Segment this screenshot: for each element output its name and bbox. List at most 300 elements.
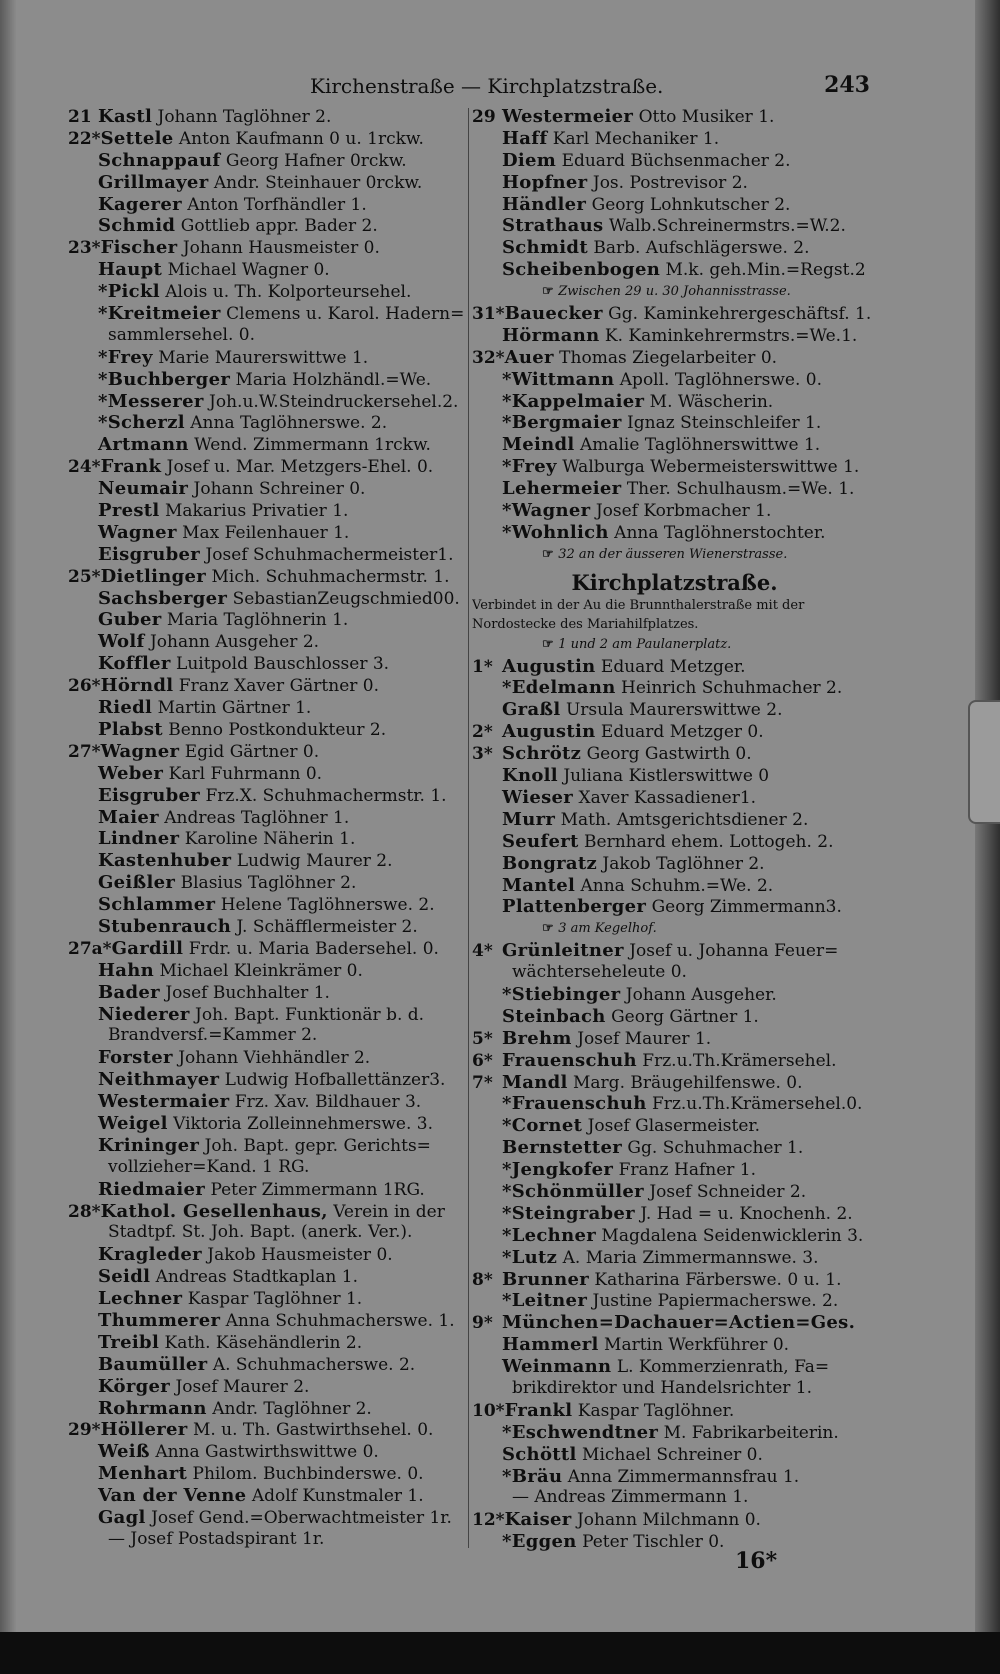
resident-surname: Weber [98, 762, 164, 784]
resident-entry [472, 1422, 877, 1444]
resident-entry [472, 809, 877, 831]
resident-surname: Rohrmann [98, 1397, 207, 1419]
resident-details: Helene Taglöhnerswe. 2. [220, 895, 435, 916]
resident-entry [68, 741, 468, 763]
resident-surname: Hopfner [502, 171, 588, 193]
resident-entry [472, 347, 877, 369]
resident-entry [68, 150, 468, 172]
resident-surname: Lindner [98, 828, 180, 850]
resident-surname: *Pickl [98, 281, 160, 303]
resident-entry [68, 1354, 468, 1376]
resident-details: Frdr. u. Maria Badersehel. 0. [188, 938, 439, 959]
resident-surname: Kragleder [98, 1244, 202, 1266]
resident-surname: *Buchberger [98, 368, 231, 390]
resident-surname: Westermaier [98, 1091, 230, 1113]
page-clip [968, 700, 1000, 824]
resident-entry [472, 215, 877, 237]
house-number: 4* [472, 941, 493, 962]
resident-surname: Grillmayer [98, 171, 209, 193]
resident-details: Thomas Ziegelarbeiter 0. [559, 347, 778, 368]
resident-entry [472, 412, 877, 434]
resident-surname: Plabst [98, 718, 163, 740]
resident-entry [472, 1444, 877, 1466]
resident-surname: Hörndl [100, 675, 174, 697]
resident-surname: Grünleitner [502, 940, 624, 962]
resident-details: Frz.X. Schuhmachermstr. 1. [205, 785, 447, 806]
resident-details: Eduard Büchsenmacher 2. [561, 150, 791, 171]
resident-entry [472, 743, 877, 765]
resident-surname: Hahn [98, 959, 155, 981]
resident-details: Bernhard ehem. Lottogeh. 2. [584, 831, 834, 852]
resident-entry [472, 1203, 877, 1225]
resident-details: Johann Viehhändler 2. [178, 1048, 371, 1069]
entry-continuation: — Josef Postadspirant 1r. [108, 1528, 325, 1549]
resident-details: Andreas Taglöhner 1. [164, 807, 350, 828]
resident-surname: Weiß [98, 1441, 150, 1463]
resident-details: Barb. Aufschlägerswe. 2. [593, 238, 810, 259]
resident-entry [68, 1398, 468, 1420]
resident-details: Egid Gärtner 0. [184, 741, 320, 762]
resident-surname: Artmann [98, 434, 189, 456]
note-text: 32 an der äusseren Wienerstrasse. [558, 546, 788, 562]
resident-entry [68, 850, 468, 872]
resident-entry [68, 194, 468, 216]
resident-surname: Weinmann [502, 1356, 612, 1378]
resident-surname: Auer [504, 346, 554, 368]
resident-entry [472, 1159, 877, 1181]
resident-entry [68, 675, 468, 697]
resident-details: Jos. Postrevisor 2. [592, 172, 748, 193]
resident-surname: Guber [98, 609, 162, 631]
resident-entry [68, 1244, 468, 1266]
resident-entry [68, 916, 468, 938]
resident-details: Anton Kaufmann 0 u. 1rckw. [178, 128, 424, 149]
pointing-hand-icon: ☞ [542, 546, 559, 562]
house-number: 26* [68, 676, 101, 697]
resident-details: Josef Buchhalter 1. [165, 982, 330, 1003]
resident-details: Anna Schuhmacherswe. 1. [225, 1310, 455, 1331]
resident-entry [68, 1463, 468, 1485]
resident-surname: Prestl [98, 500, 160, 522]
resident-entry [472, 677, 877, 699]
resident-entry [68, 281, 468, 303]
resident-surname: Schmidt [502, 237, 588, 259]
note-text: 1 und 2 am Paulanerplatz. [558, 636, 732, 652]
resident-surname: Frauenschuh [502, 1049, 637, 1071]
cross-reference-note [472, 544, 877, 566]
resident-details: L. Kommerzienrath, Fa= [616, 1357, 830, 1378]
street-heading: Kirchplatzstraße. [571, 569, 778, 595]
resident-entry [68, 807, 468, 829]
resident-details: Peter Zimmermann 1RG. [210, 1179, 425, 1200]
resident-details: Marie Maurerswittwe 1. [158, 347, 369, 368]
resident-surname: Bauecker [504, 303, 603, 325]
resident-entry [68, 237, 468, 259]
resident-details: Andr. Steinhauer 0rckw. [213, 172, 423, 193]
resident-entry [68, 544, 468, 566]
resident-surname: Van der Venne [98, 1485, 247, 1507]
resident-surname: Augustin [502, 655, 596, 677]
resident-entry [68, 412, 468, 434]
resident-entry [68, 894, 468, 916]
resident-details: Eduard Metzger. [600, 656, 746, 677]
resident-surname: Riedl [98, 697, 153, 719]
entry-continuation: Stadtpf. St. Joh. Bapt. (anerk. Ver.). [108, 1222, 413, 1243]
resident-surname: Schöttl [502, 1443, 577, 1465]
resident-entry [472, 831, 877, 853]
resident-entry [68, 1201, 468, 1223]
resident-surname: Kastl [98, 106, 153, 127]
resident-details: Magdalena Seidenwicklerin 3. [601, 1225, 864, 1246]
cross-reference-note [472, 918, 877, 940]
resident-surname: Bongratz [502, 852, 597, 874]
resident-details: Philom. Buchbinderswe. 0. [192, 1464, 424, 1485]
resident-entry [472, 259, 877, 281]
resident-details: Makarius Privatier 1. [164, 501, 349, 522]
resident-entry [472, 1181, 877, 1203]
resident-entry [68, 1179, 468, 1201]
resident-surname: Kaiser [504, 1509, 572, 1531]
resident-details: J. Schäfflermeister 2. [236, 916, 418, 937]
resident-entry [472, 369, 877, 391]
resident-details: Martin Werkführer 0. [604, 1335, 790, 1356]
resident-entry [68, 1485, 468, 1507]
house-number: 7* [472, 1072, 493, 1093]
resident-entry [472, 896, 877, 918]
resident-entry [68, 1310, 468, 1332]
resident-surname: Weigel [98, 1112, 168, 1134]
resident-entry [472, 1269, 877, 1291]
resident-entry [68, 785, 468, 807]
resident-details: Viktoria Zolleinnehmerswe. 3. [173, 1113, 434, 1134]
resident-details: Adolf Kunstmaler 1. [251, 1486, 424, 1507]
resident-surname: Eisgruber [98, 543, 201, 565]
resident-details: Walb.Schreinermstrs.=W.2. [608, 216, 846, 237]
resident-surname: Frankl [504, 1399, 573, 1421]
running-title: Kirchenstraße — Kirchplatzstraße. [310, 74, 664, 98]
resident-entry [68, 1266, 468, 1288]
resident-entry [68, 697, 468, 719]
resident-entry [472, 456, 877, 478]
resident-surname: *Kreitmeier [98, 303, 221, 325]
resident-details: Johann Ausgeher. [625, 984, 777, 1005]
house-number: 3* [472, 744, 493, 765]
resident-surname: Schnappauf [98, 149, 221, 171]
resident-entry [472, 1028, 877, 1050]
house-number: 6* [472, 1050, 493, 1071]
entry-continuation: vollzieher=Kand. 1 RG. [108, 1156, 310, 1177]
resident-details: Franz Xaver Gärtner 0. [178, 676, 380, 697]
resident-entry [472, 1334, 877, 1356]
resident-surname: Kathol. Gesellenhaus, [100, 1200, 328, 1222]
resident-surname: Krininger [98, 1134, 200, 1156]
resident-surname: Lehermeier [502, 478, 622, 500]
resident-details: Frz. Xav. Bildhauer 3. [234, 1092, 422, 1113]
resident-entry [472, 478, 877, 500]
resident-details: SebastianZeugschmied00. [232, 588, 460, 609]
resident-entry [472, 940, 877, 962]
resident-surname: Murr [502, 808, 556, 830]
resident-entry [472, 656, 877, 678]
resident-details: Georg Gärtner 1. [611, 1006, 759, 1027]
page-number: 243 [824, 72, 870, 98]
resident-details: A. Schuhmacherswe. 2. [212, 1354, 416, 1375]
resident-surname: *Eschwendtner [502, 1421, 659, 1443]
resident-details: Joh. Bapt. Funktionär b. d. [195, 1004, 425, 1025]
resident-surname: Gagl [98, 1507, 146, 1528]
resident-details: Amalie Taglöhnerswittwe 1. [579, 435, 821, 456]
resident-surname: Eisgruber [98, 784, 201, 806]
resident-entry [68, 391, 468, 413]
resident-details: M. Fabrikarbeiterin. [663, 1422, 839, 1443]
pointing-hand-icon: ☞ [542, 636, 559, 652]
house-number: 2* [472, 722, 493, 743]
resident-details: Marg. Bräugehilfenswe. 0. [573, 1072, 803, 1093]
resident-surname: Schrötz [502, 743, 582, 765]
resident-details: Georg Zimmermann3. [651, 897, 842, 918]
resident-details: Anna Schuhm.=We. 2. [580, 875, 774, 896]
resident-entry [472, 765, 877, 787]
resident-surname: Knoll [502, 765, 558, 787]
resident-surname: *Jengkofer [502, 1159, 614, 1181]
resident-details: Katharina Färberswe. 0 u. 1. [594, 1269, 842, 1290]
resident-entry [68, 259, 468, 281]
resident-surname: Mantel [502, 874, 576, 896]
resident-entry [68, 215, 468, 237]
resident-entry [472, 853, 877, 875]
resident-surname: *Wohnlich [502, 521, 609, 543]
house-number: 29 [472, 107, 496, 127]
resident-details: Ludwig Maurer 2. [236, 851, 393, 872]
resident-entry [68, 1004, 468, 1026]
resident-details: Jakob Hausmeister 0. [207, 1245, 393, 1266]
resident-entry [472, 434, 877, 456]
resident-entry [472, 721, 877, 743]
resident-entry [472, 1050, 877, 1072]
resident-entry [472, 150, 877, 172]
resident-surname: Treibl [98, 1331, 160, 1353]
resident-entry [68, 500, 468, 522]
resident-surname: Baumüller [98, 1353, 208, 1375]
resident-details: Maria Taglöhnerin 1. [166, 610, 349, 631]
resident-entry [68, 106, 468, 128]
resident-entry [472, 1400, 877, 1422]
resident-details: Josef Korbmacher 1. [595, 501, 772, 522]
house-number: 29* [68, 1420, 101, 1441]
resident-entry [68, 369, 468, 391]
resident-entry [472, 1290, 877, 1312]
resident-surname: Schlammer [98, 894, 216, 916]
resident-surname: Strathaus [502, 215, 604, 237]
resident-entry [472, 1312, 877, 1334]
house-number: 27a* [68, 938, 112, 959]
resident-entry [68, 982, 468, 1004]
resident-surname: Augustin [502, 721, 596, 743]
resident-entry [68, 434, 468, 456]
resident-details: Math. Amtsgerichtsdiener 2. [560, 809, 809, 830]
resident-details: Joh.u.W.Steindruckersehel.2. [209, 391, 459, 412]
resident-entry [68, 522, 468, 544]
resident-surname: *Edelmann [502, 677, 616, 699]
resident-surname: Seidl [98, 1266, 151, 1288]
resident-surname: *Stiebinger [502, 983, 621, 1005]
street-description: Verbindet in der Au die Brunnthalerstraße mit der [472, 597, 805, 613]
resident-entry [68, 1288, 468, 1310]
resident-details: Josef u. Mar. Metzgers-Ehel. 0. [166, 457, 434, 478]
resident-entry [472, 1093, 877, 1115]
resident-details: Juliana Kistlerswittwe 0 [563, 766, 770, 787]
entry-continuation: — Andreas Zimmermann 1. [512, 1487, 749, 1508]
book-spine [975, 0, 1000, 1674]
resident-surname: *Frey [98, 346, 153, 368]
resident-details: Luitpold Bauschlosser 3. [176, 654, 390, 675]
resident-details: Anton Torfhändler 1. [187, 194, 367, 215]
resident-details: Georg Gastwirth 0. [586, 744, 752, 765]
resident-surname: *Frauenschuh [502, 1093, 647, 1115]
resident-surname: *Leitner [502, 1290, 588, 1312]
house-number: 32* [472, 347, 505, 368]
resident-entry [68, 1113, 468, 1135]
resident-details: Max Feilenhauer 1. [182, 522, 350, 543]
pointing-hand-icon: ☞ [542, 284, 559, 300]
page-header [60, 74, 870, 104]
resident-surname: Riedmaier [98, 1178, 206, 1200]
resident-surname: Gardill [111, 937, 184, 959]
resident-details: Karl Fuhrmann 0. [168, 763, 323, 784]
resident-entry [472, 194, 877, 216]
resident-details: Josef Gend.=Oberwachtmeister 1r. [151, 1508, 452, 1528]
resident-details: Benno Postkondukteur 2. [168, 719, 387, 740]
resident-entry [472, 1531, 877, 1553]
resident-details: Josef u. Johanna Feuer= [629, 941, 839, 962]
resident-surname: Neumair [98, 478, 189, 500]
resident-details: Ursula Maurerswittwe 2. [565, 700, 783, 721]
resident-entry [472, 1247, 877, 1269]
resident-surname: Brehm [502, 1027, 572, 1049]
house-number: 5* [472, 1028, 493, 1049]
resident-details: Heinrich Schuhmacher 2. [621, 678, 843, 699]
resident-surname: Maier [98, 806, 159, 828]
entry-continuation: sammlersehel. 0. [108, 324, 255, 345]
resident-details: Peter Tischler 0. [582, 1532, 725, 1553]
resident-details: J. Had = u. Knochenh. 2. [640, 1203, 853, 1224]
resident-details: Anna Taglöhnerstochter. [614, 522, 826, 543]
resident-entry [472, 1356, 877, 1378]
house-number: 31* [472, 304, 505, 325]
resident-surname: Forster [98, 1047, 173, 1069]
resident-entry [472, 787, 877, 809]
resident-surname: *Lechner [502, 1224, 596, 1246]
resident-details: Wend. Zimmermann 1rckw. [194, 435, 431, 456]
resident-details: K. Kaminkehrermstrs.=We.1. [604, 325, 858, 346]
resident-details: Anna Gastwirthswittwe 0. [155, 1442, 379, 1463]
resident-surname: Plattenberger [502, 896, 647, 918]
resident-entry [472, 1115, 877, 1137]
resident-details: Karoline Näherin 1. [184, 829, 356, 850]
resident-details: M. u. Th. Gastwirthsehel. 0. [192, 1420, 434, 1441]
resident-entry [68, 1135, 468, 1157]
resident-details: Apoll. Taglöhnerswe. 0. [619, 369, 823, 390]
resident-details: Kath. Käsehändlerin 2. [164, 1332, 363, 1353]
resident-surname: *Eggen [502, 1531, 577, 1553]
resident-surname: *Kappelmaier [502, 390, 645, 412]
resident-surname: Bader [98, 981, 160, 1003]
house-number: 1* [472, 656, 493, 677]
resident-surname: *Wittmann [502, 368, 615, 390]
resident-surname: Seufert [502, 830, 579, 852]
resident-details: Johann Taglöhner 2. [157, 107, 332, 127]
resident-surname: *Steingraber [502, 1202, 635, 1224]
resident-surname: Steinbach [502, 1005, 606, 1027]
cross-reference-note [472, 634, 877, 656]
resident-surname: *Bräu [502, 1465, 563, 1487]
resident-entry [68, 631, 468, 653]
resident-surname: Haff [502, 127, 548, 149]
resident-surname: Dietlinger [100, 565, 207, 587]
resident-entry [472, 500, 877, 522]
resident-details: Mich. Schuhmachermstr. 1. [211, 566, 450, 587]
resident-surname: *Lutz [502, 1246, 558, 1268]
resident-entry [472, 325, 877, 347]
entry-continuation: brikdirektor und Handelsrichter 1. [512, 1377, 813, 1398]
resident-details: Georg Hafner 0rckw. [225, 150, 407, 171]
resident-details: M.k. geh.Min.=Regst.2 [665, 260, 866, 281]
resident-details: Georg Lohnkutscher 2. [591, 194, 791, 215]
entry-continuation: wächterseheleute 0. [512, 962, 687, 983]
resident-details: Frz.u.Th.Krämersehel. [642, 1050, 837, 1071]
resident-details: Gottlieb appr. Bader 2. [180, 216, 378, 237]
resident-details: Karl Mechaniker 1. [552, 128, 720, 149]
resident-details: Frz.u.Th.Krämersehel.0. [652, 1094, 863, 1115]
resident-entry [68, 588, 468, 610]
resident-details: Johann Hausmeister 0. [182, 238, 380, 259]
resident-entry [68, 1441, 468, 1463]
resident-details: Andr. Taglöhner 2. [212, 1398, 372, 1419]
resident-surname: Thummerer [98, 1309, 221, 1331]
resident-entry [68, 1091, 468, 1113]
resident-details: Johann Milchmann 0. [576, 1510, 761, 1531]
house-number: 9* [472, 1313, 493, 1334]
resident-surname: Kagerer [98, 193, 182, 215]
resident-entry [472, 303, 877, 325]
resident-details: Xaver Kassadiener1. [578, 787, 757, 808]
resident-entry [68, 1069, 468, 1091]
resident-surname: Geißler [98, 872, 176, 894]
resident-entry [472, 391, 877, 413]
resident-surname: *Wagner [502, 500, 591, 522]
resident-entry [68, 872, 468, 894]
note-text: Zwischen 29 u. 30 Johannisstrasse. [558, 284, 791, 300]
resident-surname: *Schönmüller [502, 1180, 644, 1202]
resident-surname: München=Dachauer=Actien=Ges. [502, 1312, 856, 1334]
resident-entry [472, 237, 877, 259]
resident-entry [68, 303, 468, 325]
resident-details: Michael Wagner 0. [167, 260, 330, 281]
resident-surname: Schmid [98, 215, 176, 237]
resident-surname: Mandl [502, 1071, 568, 1093]
left-column [68, 106, 468, 1551]
resident-surname: Stubenrauch [98, 915, 232, 937]
house-number: 10* [472, 1400, 505, 1421]
resident-surname: Sachsberger [98, 587, 228, 609]
house-number: 22* [68, 128, 101, 149]
resident-details: Kaspar Taglöhner 1. [187, 1289, 363, 1310]
resident-surname: Höllerer [100, 1419, 188, 1441]
resident-details: Ignaz Steinschleifer 1. [627, 413, 822, 434]
resident-details: Josef Schneider 2. [649, 1181, 807, 1202]
resident-details: Ludwig Hofballettänzer3. [224, 1070, 446, 1091]
resident-surname: Haupt [98, 259, 163, 281]
